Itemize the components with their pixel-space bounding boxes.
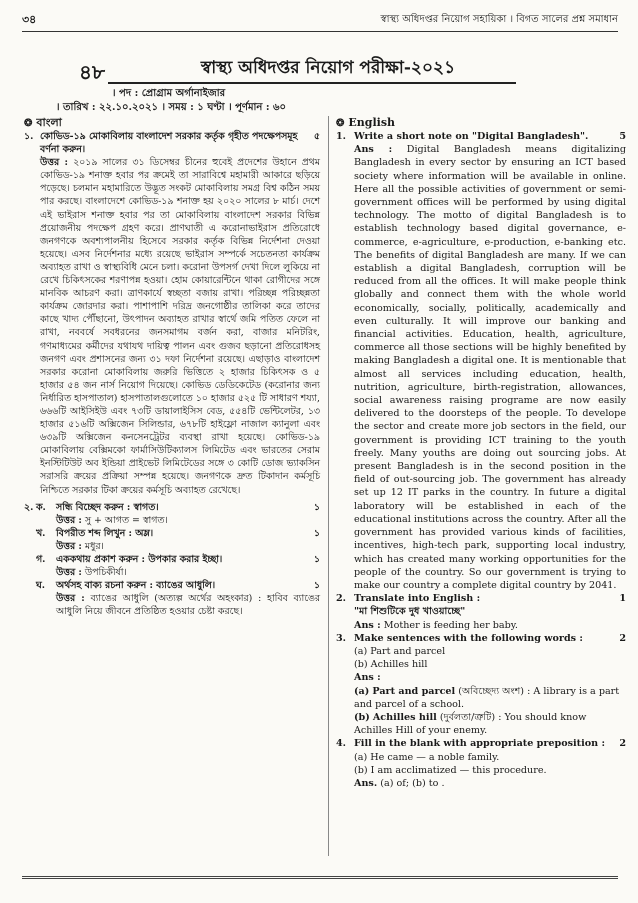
question-number: ২.: [24, 501, 34, 513]
answer-text: উত্তর : ২০১৯ সালের ৩১ ডিসেম্বর চীনের হুবেই প্রদেশের উহানে প্রথম কোভিড-১৯ শনাক্ত হবার পর ক্রমেই তা সারাবিশ্বে মহামারী আকারে ছড়িয়ে পড়েছে। চলমান মহামারিতে উদ্ভূত সংকট মোকাবিলায় সমগ্র বিশ্ব কঠিন সময় পার করছে। বাংলাদেশে কোভিড-১৯ শনাক্ত হয় ২০২০ সালের ৮ মার্চ। দেশে এই ভাইরাস শনাক্ত হবার পর তা মোকাবিলায় বাংলাদেশ সরকার বিভিন্ন প্রয়োজনীয় পদক্ষেপ গ্রহণ করে। প্রাণঘাতী এ করোনাভাইরাস প্রতিরোধে জনগণকে অবশ্যপালনীয় হিসেবে সরকার কর্তৃক বিভিন্ন নির্দেশনা দেওয়া হয়েছে। এসব নির্দেশনার মধ্যে রয়েছে ভাইরাস সম্পর্কে সচেতনতা কার্যক্রম অব্যাহত রাখা ও স্বাস্থ্যবিধি মেনে চলা। করোনা উপসর্গ দেখা দিলে লুকিয়ে না রেখে চিকিৎসকের শরণাপন্ন হওয়া। হোম কোয়ারেন্টিনে থাকা রোগীদের সঙ্গে মানবিক আচরণ করা। ত্রাণকার্যে স্বচ্ছতা বজায় রাখা। পরিচ্ছন্ন পরিচ্ছন্নতা কার্যক্রম জোরদার করা। পাশাপাশি দরিদ্র জনগোষ্ঠীর তালিকা করে তাদের কাছে খাদ্য পৌঁছানো, উৎপাদন অব্যাহত রাখার স্বার্থে জমি পতিত ফেলে না রাখা, নববর্ষে সবধরনের জনসমাগম বর্জন করা, বাজার মনিটরিং, গণমাধ্যমের কর্মীদের যথাযথ দায়িত্ব পালন এবং গুজব ছড়ানো প্রতিরোধসহ জনগণ এবং প্রশাসনের জন্য ৩১ দফা নির্দেশনা রয়েছে। এছাড়াও বাংলাদেশ সরকার করোনা মোকাবিলায় জরুরি ভিত্তিতে ২ হাজার চিকিৎসক ও ৫ হাজার ৫৪ জন নার্স নিয়োগ দিয়েছে। কোভিড ডেডিকেটেড (করোনার জন্য নির্ধারিত হাসপাতাল) হাসপাতালগুলোতে ১০ হাজার ৫২৫ টি সাধারণ শয্যা, ৬৬৬টি আইসিইউ এবং ৭৩টি ডায়ালাইসিস বেড, ৫৫৪টি ভেন্টিলেটর, ১৩ হাজার ৫১৬টি অক্সিজেন সিলিন্ডার, ৬৭৮টি হাইফ্লো নাজাল ক্যানুলা এবং ৬৩৯টি অক্সিজেন কনসেনট্রেটর ব্যবস্থা রাখা হয়েছে। কোভিড-১৯ মোকাবিলায় বেক্সিমকো ফার্মাসিউটিক্যালস লিমিটেড এবং ভারতের সেরাম ইনস্টিটিউট অব ইন্ডিয়া প্রাইভেট লিমিটেডের সঙ্গে ৩ কোটি ডোজ ভ্যাকসিন সরাসরি ক্রয়ের প্রক্রিয়া সম্পন্ন হয়েছে। জনগণকে দ্রুত টিকাদান কর্মসূচি নিশ্চিতে সরকার টিকা ক্রয়ের কর্মসূচি অব্যাহত রেখেছে।: [40, 157, 321, 496]
title-rule: [108, 82, 516, 84]
answer-text: Ans : Mother is feeding her baby.: [354, 619, 518, 631]
sub-question: খ. ১ বিপরীত শব্দ লিখুন : অম্ল। উত্তর : মধুর।: [36, 527, 320, 552]
answer-text: Ans. (a) of; (b) to .: [354, 777, 445, 789]
question-text: ৫ কোভিড-১৯ মোকাবিলায় বাংলাদেশ সরকার কর্তৃক গৃহীত পদক্ষেপসমূহ বর্ণনা করুন।: [40, 131, 320, 156]
sub-question: ঘ. ১ অর্থসহ বাক্য রচনা করুন : ব্যাঙের আধুলি। উত্তর : ব্যাঙের আধুলি (অত্যল্প অর্থের অহংকার) : হাবিব ব্যাঙের আধুলি নিয়ে জীবনে প্রতিষ্ঠিত হওয়ার চেষ্টা করছে।: [36, 580, 321, 618]
exam-number-badge: ৪৮: [79, 60, 105, 84]
list-item: (a) Part and parcel: [354, 645, 446, 657]
answer-item: (a) Part and parcel (অবিচ্ছেদ্য অংশ) : A library is a part and parcel of a school.: [354, 685, 620, 710]
question-text: 2 Fill in the blank with appropriate preposition :: [354, 738, 626, 750]
bangla-section-heading: [24, 116, 320, 130]
exam-meta: । তারিখ : ২২.১০.২০২১ । সময় : ১ ঘণ্টা । পূর্ণমান : ৬০: [56, 102, 287, 113]
exam-post: । পদ : প্রোগ্রাম অর্গানাইজার: [112, 88, 226, 99]
question-number: ১.: [24, 131, 34, 142]
column-divider: [328, 116, 329, 856]
english-section-heading: [336, 116, 626, 130]
answer-text: Ans : Digital Bangladesh means digitalizing Bangladesh in every sector by ensuring an ICT based society where information will be available in online. Here all the possible activities of government or semi-government offices will be performed by using digital technology. The motto of digital Bangladesh is to establish technology based digital governance, e-commerce, e-agriculture, e-production, e-banking etc. The benefits of digital Bangladesh are many. If we can establish a digital Bangladesh, corruption will be reduced from all the offices. It will make people think globally and connect them with the whole world economically, socially, politically, academically and even culturally. It will improve our banking and financial activities. Education, health, agriculture, commerce all those sections will be highly benefited by making Bangladesh a digital one. It is mentionable that almost all services including education, health, nutrition, agriculture, birth-registration, allowances, social awareness raising programe are now easily delivered to the doorsteps of the people. To develope the sector and create more job sectors in the field, our government is providing ICT training to the youth freely. Many youths are doing out sourcing jobs. At present Bangladesh is in the second position in the field of out-sourcing job. The government has already set up 12 IT parks in the country. In future a digital laboratory will be established in each of the educational institutions across the country. After all the government has provided various kinds of facilities, incentives, high-tech park, supporting local industry, which has created many working opportunities for the people of the country. So our government is trying to make our country a complete digital country by 2041.: [354, 144, 626, 591]
header-rule: [22, 31, 618, 32]
section-marker-icon: ❂: [24, 118, 33, 129]
running-header: [22, 8, 618, 32]
section-marker-icon: ❂: [336, 118, 345, 129]
english-column: [336, 116, 626, 790]
english-q1: [336, 130, 626, 592]
answer-item: (b) Achilles hill (দুর্বলতা/ত্রুটি) : You should know Achilles Hill of your enemy.: [354, 711, 587, 737]
english-q4: [336, 737, 626, 790]
sub-question: গ. ১ এককথায় প্রকাশ করুন : উপকার করার ইচ্ছা। উত্তর : উপচিকীর্ষা।: [36, 554, 320, 579]
list-item: (b) I am acclimatized — this procedure.: [354, 764, 547, 776]
question-text: 2 Make sentences with the following words :: [354, 632, 626, 644]
footer-rule: [22, 876, 618, 879]
question-number: 1.: [336, 131, 347, 142]
bangla-section-title: বাংলা: [36, 116, 62, 129]
question-mark: ৫: [313, 131, 320, 142]
exam-title: স্বাস্থ্য অধিদপ্তর নিয়োগ পরীক্ষা-২০২১: [200, 58, 456, 78]
bangla-q1: [24, 130, 320, 497]
translation-source: "মা শিশুটিকে দুধ খাওয়াচ্ছে": [354, 606, 466, 618]
question-text: 1 Translate into English :: [354, 593, 626, 605]
question-text: 5 Write a short note on "Digital Bangladesh".: [354, 131, 626, 142]
list-item: (a) He came — a noble family.: [354, 751, 500, 763]
question-number: 3.: [336, 632, 347, 644]
question-number: 2.: [336, 593, 347, 605]
english-q2: [336, 592, 626, 632]
running-title: স্বাস্থ্য অধিদপ্তর নিয়োগ সহায়িকা । বিগত সালের প্রশ্ন সমাধান: [380, 14, 618, 25]
list-item: (b) Achilles hill: [354, 659, 428, 671]
question-number: 4.: [336, 738, 347, 750]
english-section-title: English: [348, 116, 396, 129]
bangla-column: [24, 116, 320, 618]
answer-label: Ans :: [354, 672, 381, 684]
english-q3: [336, 632, 626, 738]
page-number: ৩৪: [22, 13, 37, 26]
bangla-q2: [24, 501, 320, 619]
sub-question: ক. ১ সন্ধি বিচ্ছেদ করুন : স্বাগত। উত্তর : সু + আগত = স্বাগত।: [36, 501, 320, 526]
